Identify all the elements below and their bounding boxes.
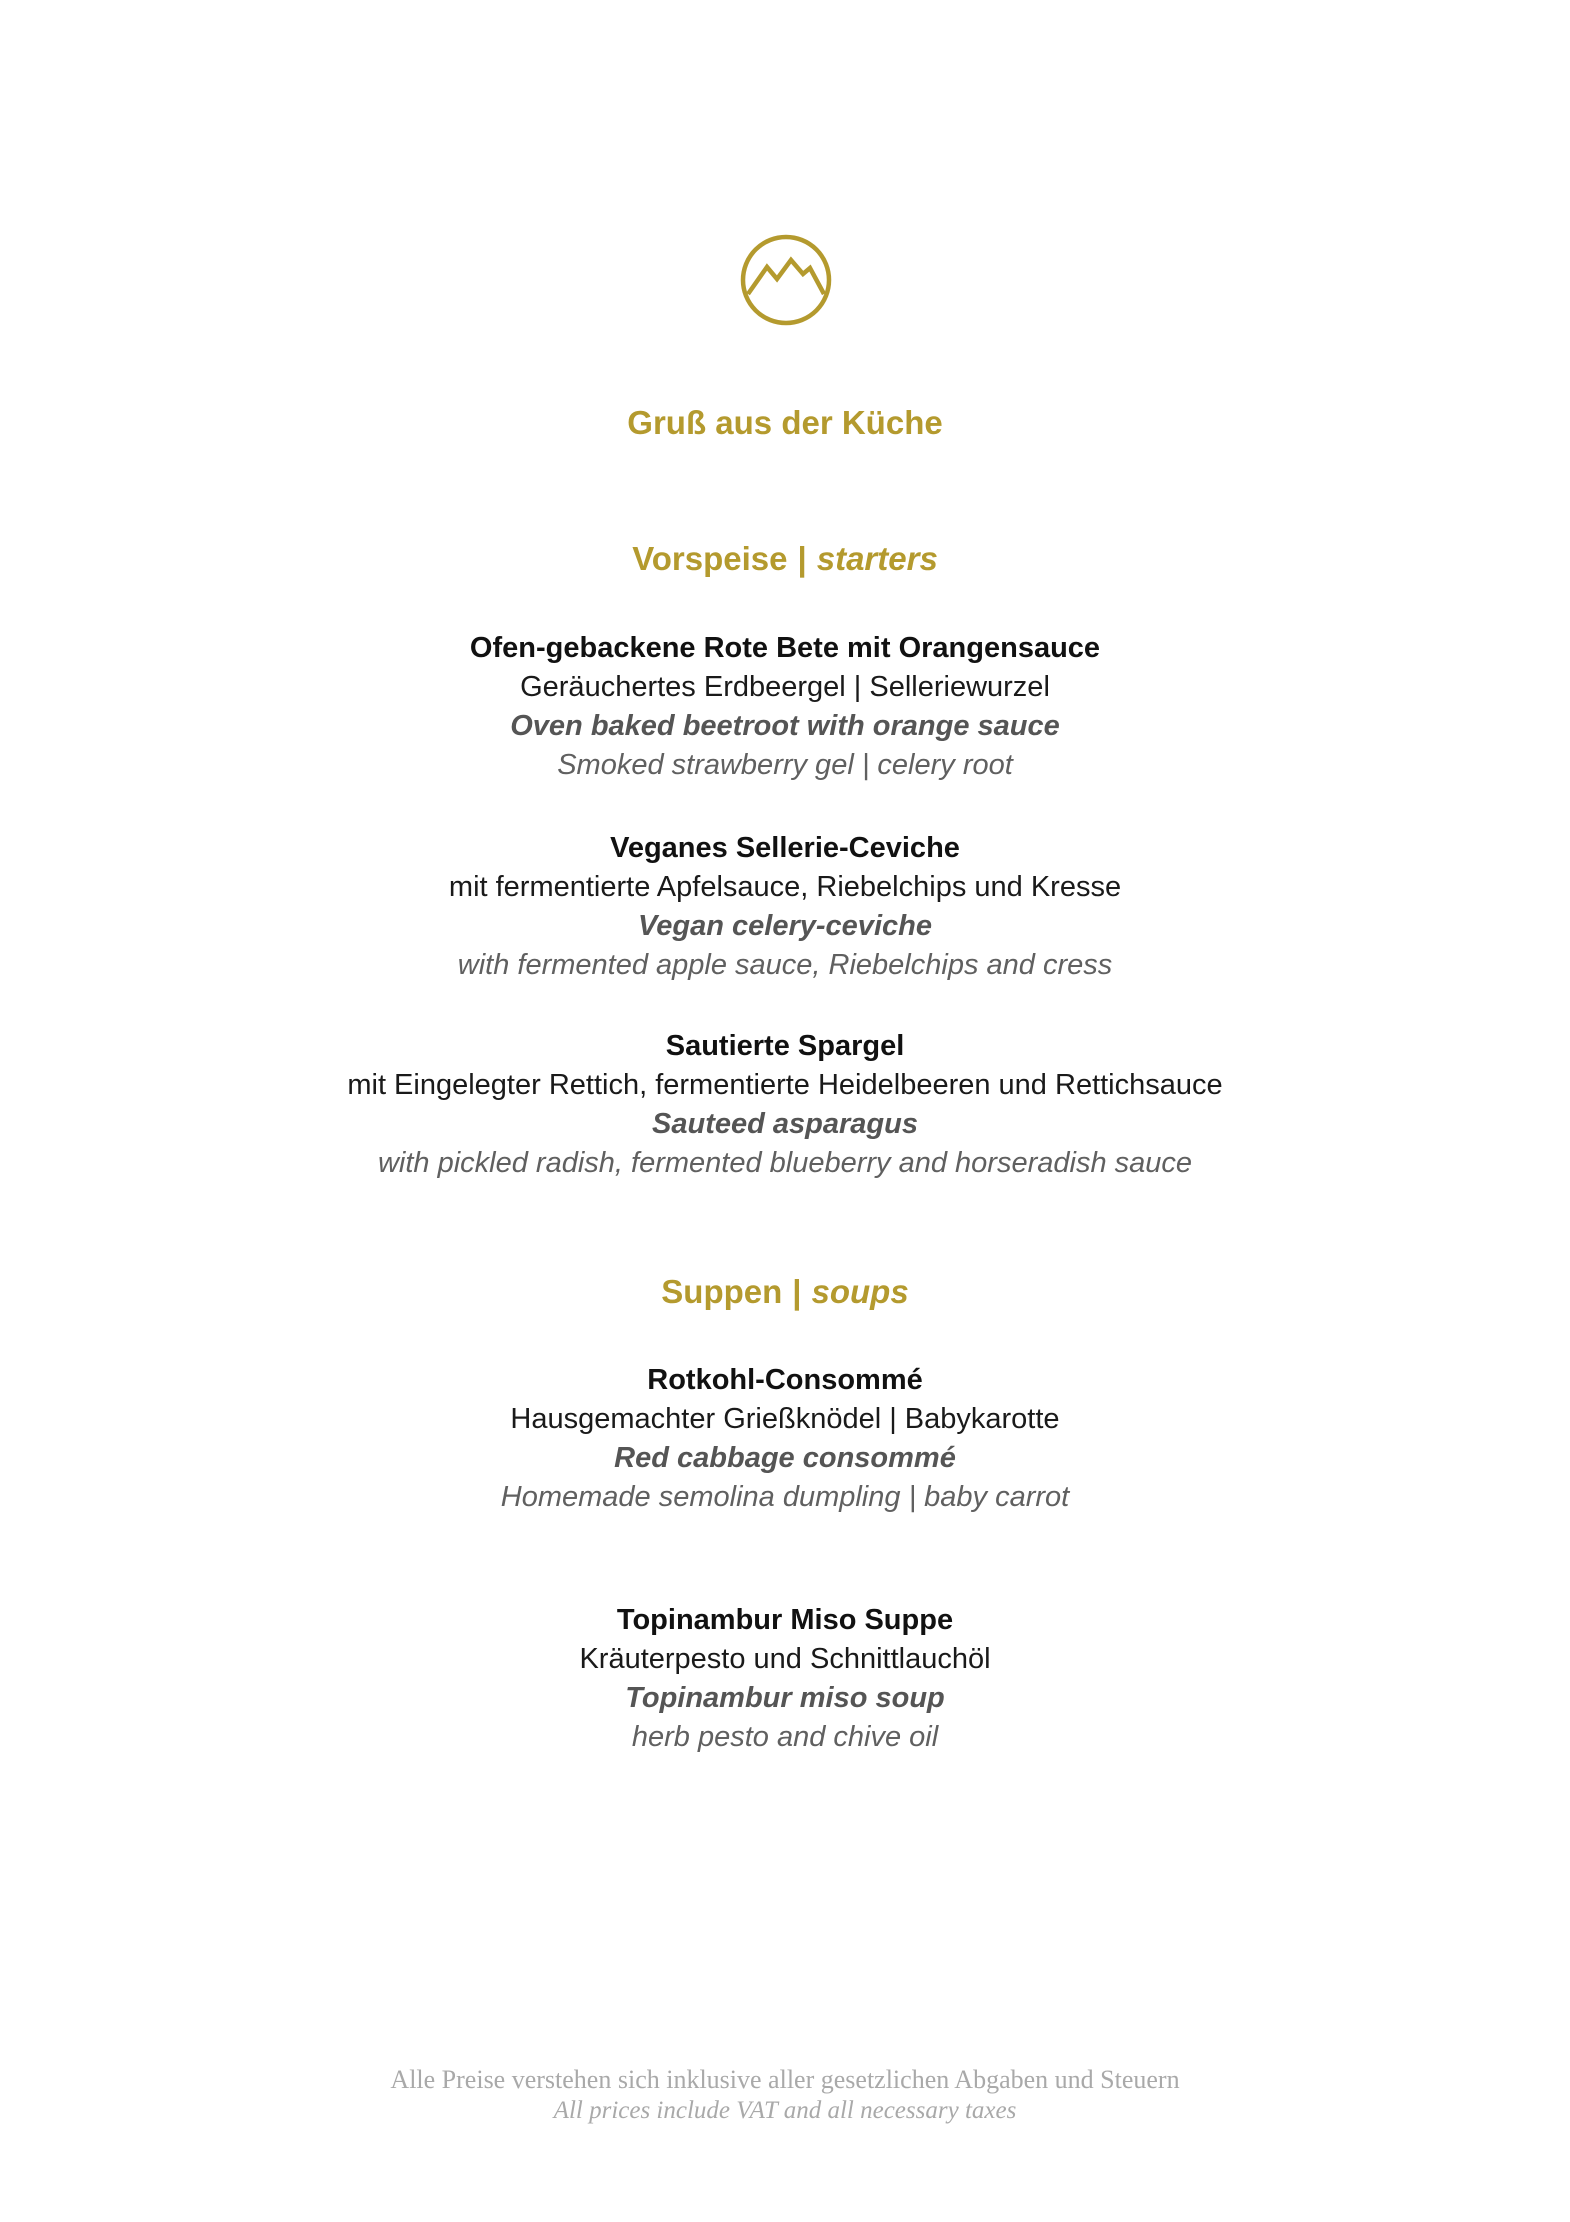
- dish-description-de: mit fermentierte Apfelsauce, Riebelchips und Kresse: [448, 871, 1122, 903]
- dish-description-en: Homemade semolina dumpling | baby carrot: [500, 1481, 1070, 1513]
- dish-item: [0, 1027, 1570, 1183]
- dish-description-en: with pickled radish, fermented blueberry and horseradish sauce: [377, 1147, 1193, 1179]
- dish-item: [0, 1601, 1570, 1757]
- dish-description-de: Geräuchertes Erdbeergel | Selleriewurzel: [520, 671, 1050, 703]
- section-title-en: soups: [811, 1273, 909, 1310]
- footer-note-de: Alle Preise verstehen sich inklusive aller gesetzlichen Abgaben und Steuern: [390, 2065, 1180, 2094]
- section-separator: |: [792, 1273, 802, 1310]
- mountain-logo-icon: [738, 232, 834, 328]
- dish-name-en: Topinambur miso soup: [625, 1682, 945, 1714]
- dish-name-en: Oven baked beetroot with orange sauce: [510, 710, 1060, 742]
- dish-name-de: Sautierte Spargel: [665, 1030, 905, 1062]
- dish-name-de: Rotkohl-Consommé: [647, 1364, 923, 1396]
- dish-name-en: Red cabbage consommé: [614, 1442, 956, 1474]
- dish-name-de: Topinambur Miso Suppe: [616, 1604, 954, 1636]
- dish-description-en: Smoked strawberry gel | celery root: [557, 749, 1013, 781]
- footer-note-en: All prices include VAT and all necessary taxes: [553, 2097, 1017, 2124]
- dish-item: [0, 1361, 1570, 1517]
- dish-name-de: Ofen-gebackene Rote Bete mit Orangensauce: [469, 632, 1101, 664]
- price-footer: [0, 2064, 1570, 2126]
- dish-description-en: with fermented apple sauce, Riebelchips and cress: [457, 949, 1113, 981]
- dish-item: [0, 829, 1570, 985]
- greeting-heading: Gruß aus der Küche: [627, 404, 943, 441]
- section-separator: |: [797, 540, 807, 577]
- dish-description-en: herb pesto and chive oil: [631, 1721, 939, 1753]
- section-heading-starters: [0, 540, 1570, 578]
- dish-item: [0, 629, 1570, 785]
- dish-name-en: Vegan celery-ceviche: [638, 910, 932, 942]
- dish-description-de: mit Eingelegter Rettich, fermentierte Heidelbeeren und Rettichsauce: [347, 1069, 1223, 1101]
- section-heading-soups: [0, 1273, 1570, 1311]
- section-title-en: starters: [816, 540, 938, 577]
- section-title-de: Suppen: [661, 1273, 783, 1310]
- section-title-de: Vorspeise: [632, 540, 788, 577]
- dish-description-de: Hausgemachter Grießknödel | Babykarotte: [510, 1403, 1060, 1435]
- dish-description-de: Kräuterpesto und Schnittlauchöl: [579, 1643, 991, 1675]
- dish-name-de: Veganes Sellerie-Ceviche: [610, 832, 960, 864]
- dish-name-en: Sauteed asparagus: [652, 1108, 918, 1140]
